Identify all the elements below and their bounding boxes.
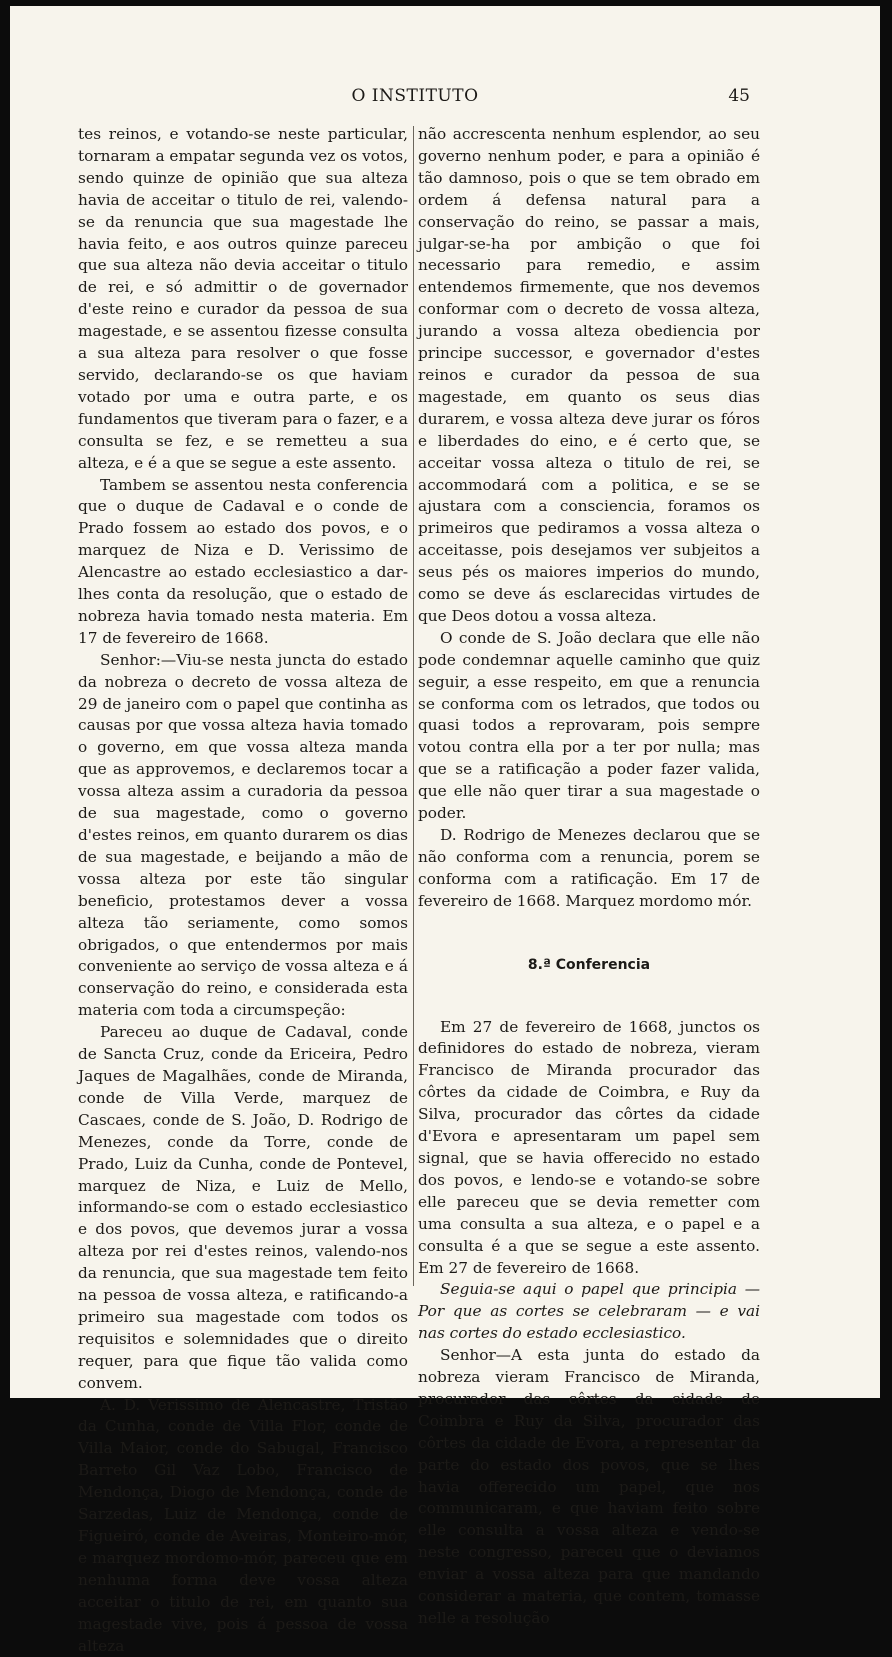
book-page [10, 6, 880, 1655]
paragraph: D. Rodrigo de Menezes declarou que se não conforma com a renuncia, porem se conforma com a ratificação. Em 17 de fevereiro de 1668. Marquez mordomo mór. [418, 826, 760, 910]
left-column [78, 124, 408, 1657]
paragraph: A. D. Verissimo de Alencastre, Tristão da Cunha, conde de Villa Flor, conde de Villa Maior, conde do Sabugal, Francisco Barreto Gil Vaz Lobo, Francisco de Mendonça, Diogo de Mendonça, conde de Sarzedas, Luiz de Mendonça, conde de Figueiró, conde de Aveiras, Monteiro-mór, e marquez mordomo-mór, pareceu que em nenhuma forma deve vossa alteza acceitar o titulo de rei, em quanto sua magestade vive, pois á pessoa de vossa alteza [78, 1395, 408, 1655]
page-number: 45 [728, 86, 750, 106]
column-divider [413, 126, 414, 1286]
paragraph: Tambem se assentou nesta conferencia que o duque de Cadaval e o conde de Prado fossem ao estado dos povos, e o marquez de Niza e D. Verissimo de Alencastre ao estado ecclesiastico a dar-lhes conta da resolução, que o estado de nobreza havia tomado nesta materia. Em 17 de fevereiro de 1668. [78, 475, 408, 647]
section-heading: 8.ª Conferencia [527, 956, 651, 973]
paragraph: não accrescenta nenhum esplendor, ao seu governo nenhum poder, e para a opinião é tão damnoso, pois o que se tem obrado em ordem á defensa natural para a conservação do reino, se passar a mais, julgar-se-ha por ambição o que foi necessario para remedio, e assim entendemos firmemente, que nos devemos conformar com o decreto de vossa alteza, jurando a vossa alteza obediencia por principe successor, e governador d'estes reinos e curador da pessoa de sua magestade, em quanto os seus dias durarem, e vossa alteza deve jurar os fóros e liberdades do eino, e é certo que, se acceitar vossa alteza o titulo de rei, se accommodará com a politica, e se se ajustara com a consciencia, foramos os primeiros que pediramos a vossa alteza o acceitasse, pois desejamos ver subjeitos a seus pés os maiores imperios do mundo, como se deve ás esclarecidas virtudes de que Deos dotou a vossa alteza. [418, 125, 760, 625]
editorial-note: Seguia-se aqui o papel que principia —Por que as cortes se celebraram — e vai nas cortes do estado ecclesiastico. [418, 1280, 760, 1343]
paragraph: Senhor—A esta junta do estado da nobreza vieram Francisco de Miranda, procurador das côrtes da cidade de Coimbra e Ruy da Silva, procurador das côrtes da cidade de Evora, a representar da parte do estado dos povos, que se lhes havia offerecido um papel, que nos communicaram, e que haviam feito sobre elle consulta a vossa alteza e vendo-se neste congresso, pareceu que o deviamos enviar a vossa alteza para que mandando considerar a materia, que contem, tomasse nelle a resolução [418, 1346, 760, 1627]
paragraph: Pareceu ao duque de Cadaval, conde de Sancta Cruz, conde da Ericeira, Pedro Jaques de Magalhães, conde de Miranda, conde de Villa Verde, marquez de Cascaes, conde de S. João, D. Rodrigo de Menezes, conde da Torre, conde de Prado, Luiz da Cunha, conde de Pontevel, marquez de Niza, e Luiz de Mello, informando-se com o estado ecclesiastico e dos povos, que devemos jurar a vossa alteza por rei d'estes reinos, valendo-nos da renuncia, que sua magestade tem feito na pessoa de vossa alteza, e ratificando-a primeiro sua magestade com todos os requisitos e solemnidades que o direito requer, para que fique tão valida como convem. [78, 1023, 408, 1392]
paragraph: tes reinos, e votando-se neste particular, tornaram a empatar segunda vez os votos, sendo quinze de opinião que sua alteza havia de acceitar o titulo de rei, valendo-se da renuncia que sua magestade lhe havia feito, e aos outros quinze pareceu que sua alteza não devia acceitar o titulo de rei, e só admittir o de governador d'este reino e curador da pessoa de sua magestade, e se assentou fizesse consulta a sua alteza para resolver o que fosse servido, declarando-se os que haviam votado por uma e outra parte, e os fundamentos que tiveram para o fazer, e a consulta se fez, e se remetteu a sua alteza, e é a que se segue a este assento. [78, 125, 408, 472]
running-title: O INSTITUTO [351, 86, 479, 106]
page-header [80, 86, 750, 112]
right-column [418, 124, 760, 1630]
paragraph: Em 27 de fevereiro de 1668, junctos os definidores do estado de nobreza, vieram Francisco de Miranda procurador das côrtes da cidade de Coimbra, e Ruy da Silva, procurador das côrtes da cidade d'Evora e apresentaram um papel sem signal, que se havia offerecido no estado dos povos, e lendo-se e votando-se sobre elle pareceu que se devia remetter com uma consulta a sua alteza, e o papel e a consulta é a que se segue a este assento. Em 27 de fevereiro de 1668. [418, 1017, 760, 1277]
paragraph: Senhor:—Viu-se nesta juncta do estado da nobreza o decreto de vossa alteza de 29 de janeiro com o papel que continha as causas por que vossa alteza havia tomado o governo, em que vossa alteza manda que as approvemos, e declaremos tocar a vossa alteza assim a curadoria da pessoa de sua magestade, como o governo d'estes reinos, em quanto durarem os dias de sua magestade, e beijando a mão de vossa alteza por este tão singular beneficio, protestamos dever a vossa alteza tão seriamente, como somos obrigados, o que entendermos por mais conveniente ao serviço de vossa alteza e á conservação do reino, e considerada esta materia com toda a circumspeção: [78, 650, 408, 1020]
paragraph: O conde de S. João declara que elle não pode condemnar aquelle caminho que quiz seguir, a esse respeito, em que a renuncia se conforma com os letrados, que todos ou quasi todos a reprovaram, pois sempre votou contra ella por a ter por nulla; mas que se a ratificação a poder fazer valida, que elle não quer tirar a sua magestade o poder. [418, 628, 760, 823]
